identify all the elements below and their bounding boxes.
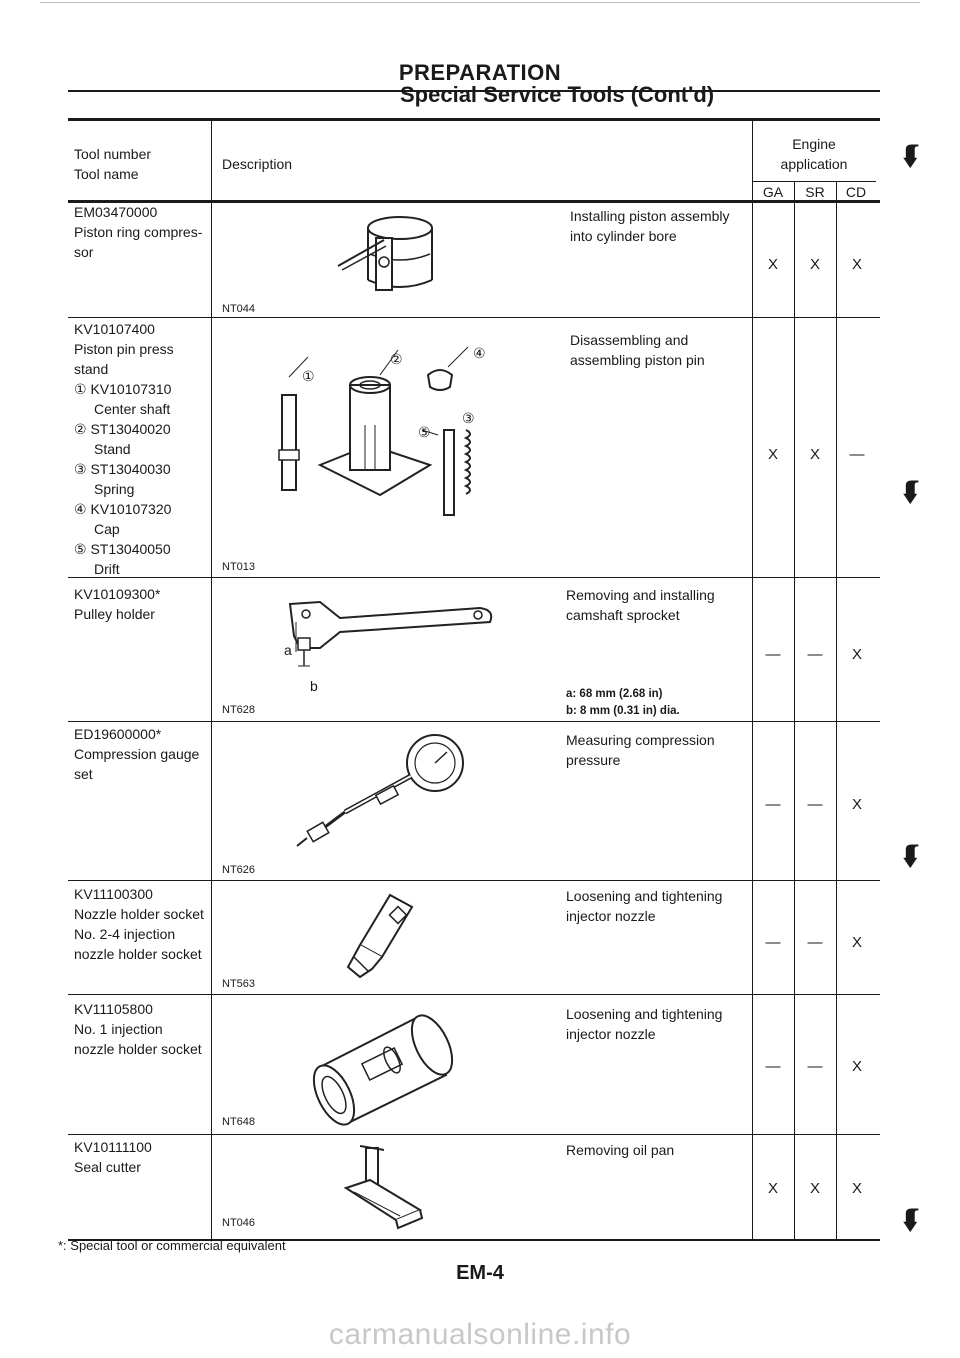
col-header-description: Description — [222, 156, 293, 172]
callout-1: ① — [302, 368, 315, 384]
table-row-tool: KV11105800 No. 1 injection nozzle holder socket — [74, 1001, 202, 1057]
table-row-tool: KV10109300* Pulley holder — [74, 586, 161, 622]
app-sr: — — [807, 796, 823, 813]
app-ga: — — [765, 796, 781, 813]
callout-5: ⑤ — [418, 424, 431, 440]
footnote: *: Special tool or commercial equivalent — [58, 1238, 286, 1253]
app-ga: — — [765, 1058, 781, 1075]
table-row-tool: EM03470000 Piston ring compres- sor — [74, 204, 203, 260]
app-cd: — — [849, 446, 865, 463]
table-row-tool: KV10107400 Piston pin press stand ① KV10107310 Center shaft ② ST13040020 Stand ③ ST13040030 Spring ④ KV10107320 Cap ⑤ ST13040050 Drift — [74, 321, 174, 577]
callout-3: ③ — [462, 410, 475, 426]
section-title: PREPARATION — [398, 60, 562, 85]
injection-nozzle-socket-icon — [300, 1005, 470, 1115]
col-header-cd: CD — [845, 184, 867, 200]
table-row-tool: KV11100300 Nozzle holder socket No. 2-4 injection nozzle holder socket — [74, 886, 204, 962]
watermark: carmanualsonline.info — [328, 1318, 632, 1351]
app-ga: X — [767, 1180, 778, 1197]
app-ga: X — [767, 446, 778, 463]
figure-code: NT013 — [222, 561, 256, 573]
figure-code: NT563 — [222, 978, 256, 990]
callout-4: ④ — [473, 345, 486, 361]
col-header-tool: Tool number Tool name — [74, 146, 152, 182]
pulley-holder-icon — [280, 592, 510, 682]
dimension-notes: a: 68 mm (2.68 in) b: 8 mm (0.31 in) dia. — [566, 688, 680, 717]
app-sr: X — [809, 256, 820, 273]
description-text: Installing piston assembly into cylinder bore — [570, 208, 730, 244]
col-header-ga: GA — [762, 184, 784, 200]
col-header-engine: Engine application — [780, 136, 848, 172]
col-header-sr: SR — [805, 184, 825, 200]
app-cd: X — [851, 256, 862, 273]
app-cd: X — [851, 1180, 862, 1197]
piston-ring-compressor-icon — [330, 210, 450, 305]
description-text: Removing and installing camshaft sprocket — [566, 587, 715, 623]
revision-mark-icon: ⮮ — [903, 476, 919, 506]
app-cd: X — [851, 646, 862, 663]
dimension-a: a — [284, 642, 292, 658]
app-cd: X — [851, 796, 862, 813]
figure-code: NT628 — [222, 704, 256, 716]
callout-2: ② — [390, 351, 403, 367]
revision-mark-icon: ⮮ — [903, 1204, 919, 1234]
app-sr: — — [807, 1058, 823, 1075]
revision-mark-icon: ⮮ — [903, 140, 919, 170]
subsection-title: Special Service Tools (Cont'd) — [400, 82, 715, 107]
figure-code: NT046 — [222, 1217, 256, 1229]
figure-code: NT626 — [222, 864, 256, 876]
description-text: Disassembling and assembling piston pin — [570, 332, 705, 368]
header-rule — [68, 118, 880, 121]
app-ga: X — [767, 256, 778, 273]
nozzle-holder-socket-icon — [330, 885, 430, 985]
revision-mark-icon: ⮮ — [903, 840, 919, 870]
description-text: Removing oil pan — [566, 1142, 675, 1158]
app-cd: X — [851, 934, 862, 951]
figure-code: NT044 — [222, 303, 256, 315]
app-sr: — — [807, 646, 823, 663]
description-text: Measuring compression pressure — [566, 732, 715, 768]
table-row-tool: ED19600000* Compression gauge set — [74, 726, 200, 782]
page-number: EM-4 — [456, 1262, 504, 1284]
app-ga: — — [765, 934, 781, 951]
app-ga: — — [765, 646, 781, 663]
dimension-b: b — [310, 678, 318, 694]
app-cd: X — [851, 1058, 862, 1075]
app-sr: X — [809, 446, 820, 463]
app-sr: X — [809, 1180, 820, 1197]
table-row-tool: KV10111100 Seal cutter — [74, 1139, 152, 1175]
seal-cutter-icon — [340, 1140, 440, 1230]
description-text: Loosening and tightening injector nozzle — [566, 1006, 723, 1042]
description-text: Loosening and tightening injector nozzle — [566, 888, 723, 924]
figure-code: NT648 — [222, 1116, 256, 1128]
app-sr: — — [807, 934, 823, 951]
compression-gauge-icon — [285, 728, 485, 858]
